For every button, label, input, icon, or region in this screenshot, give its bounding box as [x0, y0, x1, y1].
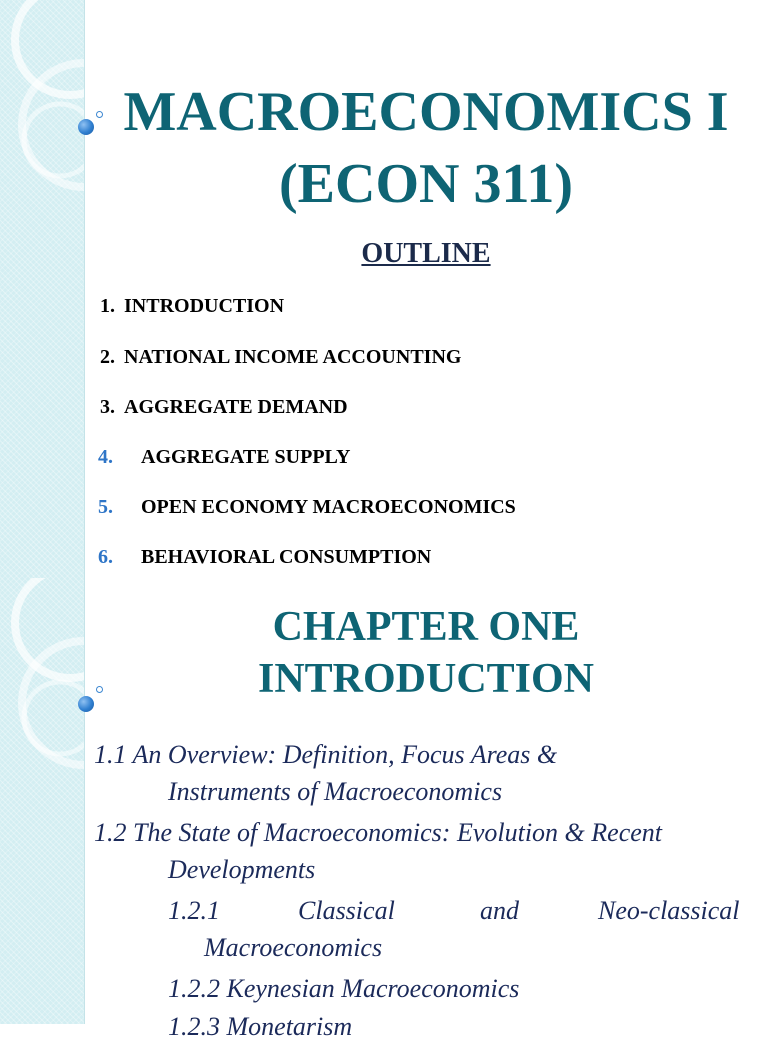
outline-item-number: 3.: [100, 396, 115, 418]
section-1-2-1-word: Classical: [298, 896, 395, 925]
slide-title: MACROECONOMICS I: [123, 81, 729, 143]
section-1-2-2: 1.2.2 Keynesian Macroeconomics: [168, 974, 520, 1003]
section-1-2-3: 1.2.3 Monetarism: [168, 1012, 353, 1041]
outline-item-label: NATIONAL INCOME ACCOUNTING: [124, 346, 462, 368]
section-1-1-continued: Instruments of Macroeconomics: [168, 777, 503, 806]
outline-item-number: 4.: [98, 446, 113, 468]
outline-item-number: 2.: [100, 346, 115, 368]
section-1-2-continued: Developments: [168, 855, 316, 884]
chapter-heading: CHAPTER ONE: [272, 604, 580, 650]
slide-course-code: (ECON 311): [279, 153, 573, 215]
chapter-title: INTRODUCTION: [257, 656, 595, 702]
section-1-2: 1.2 The State of Macroeconomics: Evolution & Recent: [94, 818, 663, 847]
section-1-2-1-word: and: [480, 896, 519, 925]
outline-item-label: OPEN ECONOMY MACROECONOMICS: [141, 496, 516, 518]
section-1-2-1-word: Neo-classical: [598, 896, 740, 925]
section-1-1: 1.1 An Overview: Definition, Focus Areas &: [94, 740, 558, 769]
outline-item-label: AGGREGATE SUPPLY: [141, 446, 351, 468]
decorative-sidebar: [0, 0, 85, 1024]
outline-item-number: 5.: [98, 496, 113, 518]
swirl-ornament-top: [0, 0, 84, 260]
outline-heading: OUTLINE: [361, 238, 491, 269]
section-1-2-1-continued: Macroeconomics: [204, 933, 383, 962]
outline-item-number: 6.: [98, 546, 113, 568]
section-1-2-1-number: 1.2.1: [168, 896, 220, 925]
outline-item-number: 1.: [100, 295, 115, 317]
outline-item-label: AGGREGATE DEMAND: [124, 396, 348, 418]
swirl-ornament-bottom: [0, 578, 84, 858]
outline-item-label: BEHAVIORAL CONSUMPTION: [141, 546, 432, 568]
outline-item-label: INTRODUCTION: [124, 295, 285, 317]
